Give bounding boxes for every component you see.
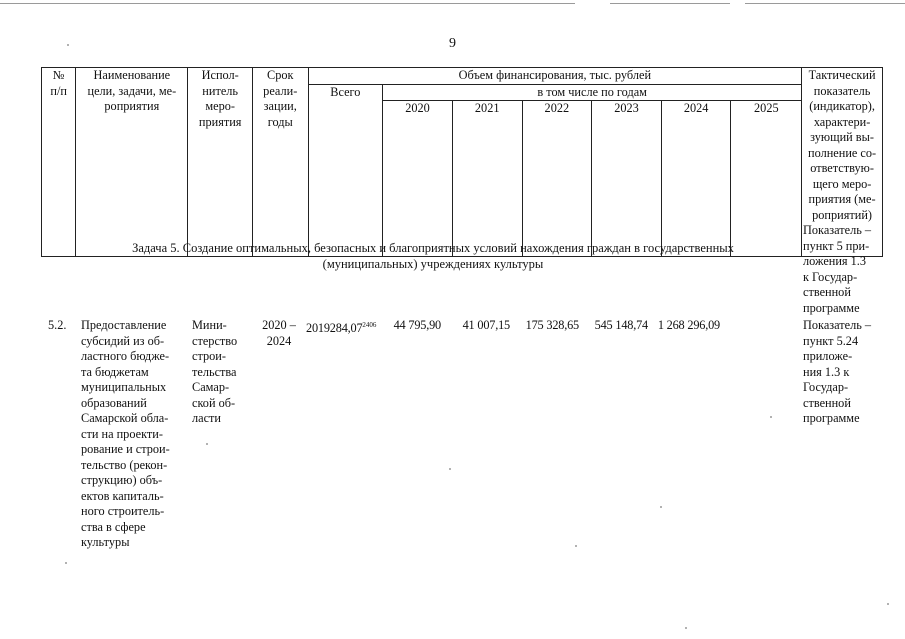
row-value-2021: 41 007,15 [462,318,510,332]
row-total-value: 2019284,07 [306,321,363,336]
header-num: № п/п [42,68,76,257]
row-value-2024: 1 268 296,09 [657,318,720,332]
row-number: 5.2. [48,318,67,332]
header-funding: Объем финансирования, тыс. рублей [308,68,802,85]
row-total-superscript: 2406 [362,321,377,329]
header-year: 2022 [522,101,592,257]
row-value-2022: 175 328,65 [525,318,579,332]
scan-speck [575,545,577,547]
row-value-2020: 44 795,90 [393,318,441,332]
scan-edge-line [610,3,730,4]
header-year: 2021 [452,101,522,257]
header-year: 2024 [661,101,731,257]
scan-speck [65,562,67,564]
task-title: Задача 5. Создание оптимальных, безопасных и благоприятных условий нахождения граждан в государственных (муниципальных) учреждениях культуры [132,241,734,271]
header-name: Наименование цели, задачи, ме- роприятия [76,68,188,257]
row-name: Предоставление субсидий из об- ластного бюдже- та бюджетам муниципальных образований Самарской обла- сти на проекти- рование и строи- тельство (рекон- струкцию) объ- ектов капиталь- ного строитель- ства в сфере культуры [81,318,170,549]
scan-speck [449,468,451,470]
financing-table-header [41,67,883,257]
row-period: 2020 – 2024 [262,318,296,348]
header-total: Всего [308,84,383,257]
row-total [306,318,377,337]
header-period: Срок реали- зации, годы [252,68,308,257]
scan-speck [770,416,772,418]
scan-speck [206,443,208,445]
scan-edge-line [745,3,905,4]
header-indicator: Тактический показатель (индикатор), характери- зующий вы- полнение со- ответствую- щего меро- приятия (ме- роприятий) [802,68,883,257]
page-number: 9 [449,36,456,51]
scan-edge-line [0,3,575,4]
row-indicator: Показатель – пункт 5.24 приложе- ния 1.3 к Государ- ственной программе [803,318,872,425]
row-value-2023: 545 148,74 [594,318,648,332]
scan-speck [67,44,69,46]
header-year: 2020 [383,101,453,257]
task-indicator: Показатель – пункт 5 при- ложения 1.3 к Государ- ственной программе [803,223,872,315]
header-year: 2023 [592,101,662,257]
row-executor: Мини- стерство строи- тельства Самар- ской об- ласти [192,318,238,425]
header-by-years: в том числе по годам [383,84,802,101]
header-executor: Испол- нитель меро- приятия [188,68,253,257]
header-year: 2025 [731,101,802,257]
scan-speck [685,627,687,629]
scan-speck [887,603,889,605]
scan-speck [660,506,662,508]
